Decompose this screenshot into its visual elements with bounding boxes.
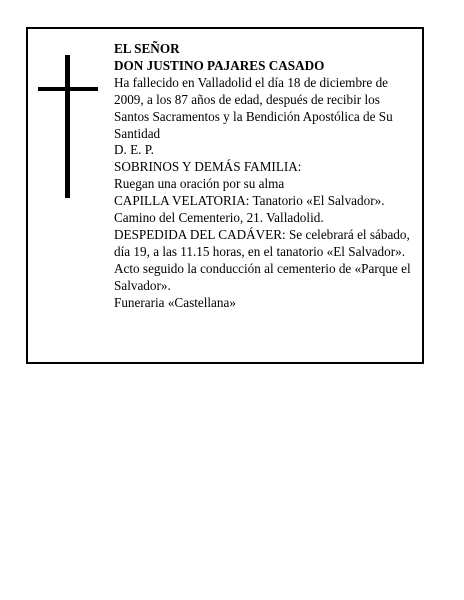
obituary-notice xyxy=(26,27,424,364)
notice-text xyxy=(114,41,414,312)
death-announcement: Ha fallecido en Valladolid el día 18 de diciembre de 2009, a los 87 años de edad, después de recibir los Santos Sacramentos y la Bendición Apostólica de Su Santidad xyxy=(114,74,393,141)
farewell-details: DESPEDIDA DEL CADÁVER: Se celebrará el sábado, día 19, a las 11.15 horas, en el tanatorio «El Salvador». Acto seguido la conducción al cementerio de «Parque el Salvador». xyxy=(114,226,411,293)
cross-vertical-bar xyxy=(65,55,70,198)
notice-heading: EL SEÑOR xyxy=(114,41,180,56)
cross-icon xyxy=(38,55,98,200)
rip-line: D. E. P. xyxy=(114,142,154,158)
cross-horizontal-bar xyxy=(38,87,98,91)
chapel-line: CAPILLA VELATORIA: Tanatorio «El Salvador». xyxy=(114,193,385,209)
chapel-address: Camino del Cementerio, 21. Valladolid. xyxy=(114,210,324,226)
prayer-request: Ruegan una oración por su alma xyxy=(114,176,285,192)
funeral-home: Funeraria «Castellana» xyxy=(114,294,236,310)
deceased-name: DON JUSTINO PAJARES CASADO xyxy=(114,57,325,73)
family-line: SOBRINOS Y DEMÁS FAMILIA: xyxy=(114,159,302,175)
